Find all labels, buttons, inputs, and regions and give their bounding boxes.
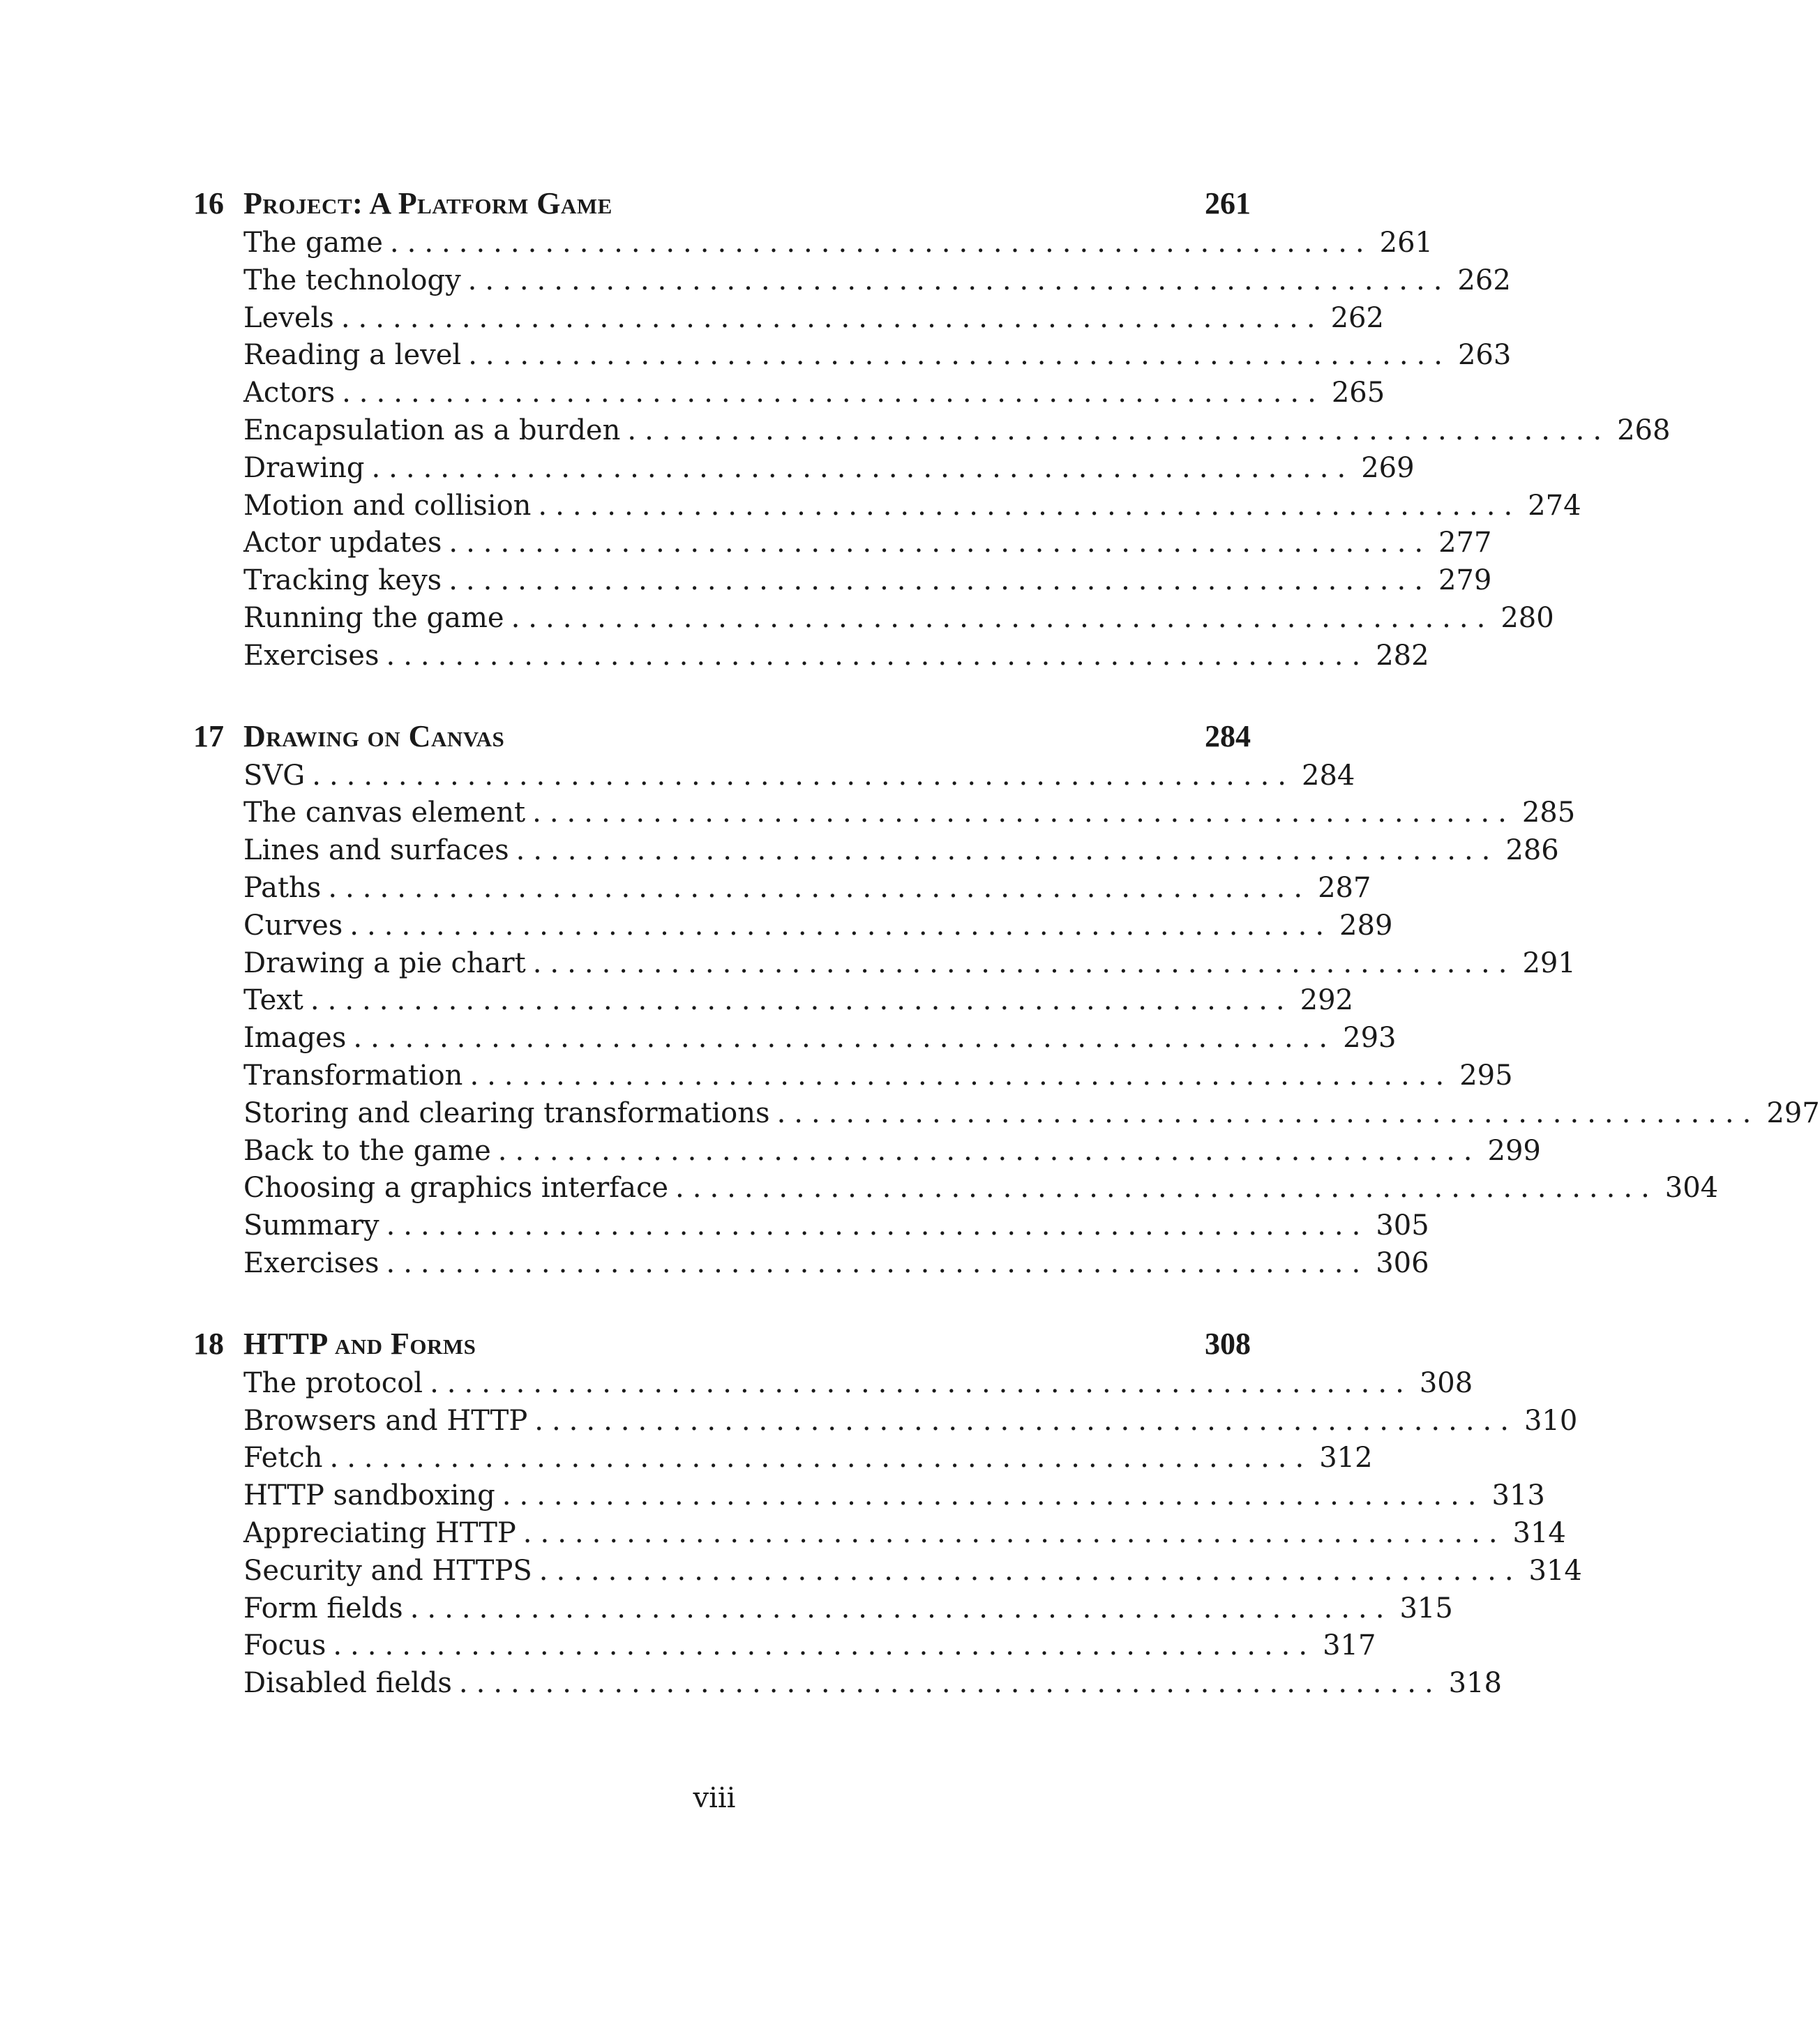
leader-dots: ......................................................... <box>627 414 1611 446</box>
toc-entry[interactable] <box>243 1020 1397 1057</box>
toc-entry[interactable] <box>243 1170 1719 1207</box>
entry-page-number: 305 <box>1376 1209 1429 1242</box>
page-number-footer: viii <box>693 1782 736 1814</box>
entry-title: Text <box>243 984 303 1017</box>
leader-dots: ......................................................... <box>371 451 1355 484</box>
leader-dots: ......................................................... <box>675 1172 1658 1205</box>
entry-page-number: 312 <box>1319 1442 1373 1475</box>
entry-page-number: 291 <box>1522 947 1576 979</box>
entry-title: Storing and clearing transformations <box>243 1096 770 1129</box>
entry-title: The game <box>243 227 383 259</box>
toc-entry[interactable] <box>243 870 1371 907</box>
entry-page-number: 308 <box>1419 1366 1473 1399</box>
entry-title: The canvas element <box>243 797 526 829</box>
toc-entry[interactable] <box>243 562 1492 600</box>
entry-page-number: 262 <box>1457 264 1511 296</box>
entry-title: Images <box>243 1022 347 1055</box>
leader-dots: ......................................................... <box>468 339 1451 372</box>
entry-title: Choosing a graphics interface <box>243 1172 669 1205</box>
toc-entry[interactable] <box>243 1403 1578 1440</box>
table-of-contents <box>193 183 1820 1743</box>
entry-page-number: 287 <box>1318 871 1371 904</box>
entry-title: Reading a level <box>243 339 462 372</box>
leader-dots: ......................................................... <box>333 1629 1316 1662</box>
entry-title: Summary <box>243 1209 379 1242</box>
entry-page-number: 265 <box>1331 377 1385 409</box>
leader-dots: ......................................................... <box>534 1404 1517 1437</box>
leader-dots: ......................................................... <box>386 1246 1369 1279</box>
entry-page-number: 306 <box>1376 1246 1429 1279</box>
toc-entry[interactable] <box>243 375 1385 412</box>
chapter-title: HTTP and Forms <box>243 1326 476 1361</box>
toc-entry[interactable] <box>243 1590 1453 1628</box>
leader-dots: ......................................................... <box>342 377 1325 409</box>
chapter-heading[interactable] <box>193 1323 1251 1365</box>
toc-entry[interactable] <box>243 794 1576 832</box>
chapter-number: 17 <box>193 718 224 753</box>
entry-title: Back to the game <box>243 1134 491 1167</box>
toc-entry[interactable] <box>243 1207 1429 1245</box>
entry-title: Curves <box>243 909 343 942</box>
leader-dots: ......................................................... <box>386 639 1369 672</box>
entry-title: Lines and surfaces <box>243 834 509 867</box>
leader-dots: ......................................................... <box>469 1059 1453 1092</box>
entry-title: Actors <box>243 377 336 409</box>
toc-entry[interactable] <box>243 1440 1373 1477</box>
entry-title: Drawing a pie chart <box>243 947 526 979</box>
leader-dots: ......................................................... <box>409 1592 1393 1625</box>
toc-entry[interactable] <box>243 832 1559 870</box>
toc-entry[interactable] <box>243 1365 1473 1403</box>
chapter-heading[interactable] <box>193 183 1251 225</box>
entry-page-number: 280 <box>1501 601 1554 634</box>
chapter-17 <box>193 716 1820 1283</box>
entry-page-number: 285 <box>1521 797 1576 829</box>
leader-dots: ......................................................... <box>532 797 1515 829</box>
toc-entry[interactable] <box>243 525 1492 562</box>
toc-entry[interactable] <box>243 1627 1376 1665</box>
entry-page-number: 263 <box>1457 339 1512 372</box>
entry-page-number: 295 <box>1459 1059 1513 1092</box>
toc-entry[interactable] <box>243 1665 1503 1703</box>
entry-page-number: 269 <box>1361 451 1415 484</box>
entry-title: Actor updates <box>243 527 442 559</box>
chapter-16 <box>193 183 1671 675</box>
leader-dots: ......................................................... <box>449 527 1432 559</box>
leader-dots: ......................................................... <box>340 301 1324 334</box>
entry-title: Disabled fields <box>243 1667 452 1700</box>
leader-dots: ......................................................... <box>353 1022 1337 1055</box>
toc-entry[interactable] <box>243 337 1512 375</box>
entry-page-number: 282 <box>1376 639 1429 672</box>
leader-dots: ......................................................... <box>386 1209 1369 1242</box>
leader-dots: ......................................................... <box>349 909 1333 942</box>
leader-dots: ......................................................... <box>776 1096 1760 1129</box>
entry-page-number: 318 <box>1448 1667 1503 1700</box>
leader-dots: ......................................................... <box>502 1479 1485 1512</box>
chapter-number: 18 <box>193 1326 224 1361</box>
entry-title: Browsers and HTTP <box>243 1404 528 1437</box>
toc-entry[interactable] <box>243 300 1384 338</box>
chapter-title: Drawing on Canvas <box>243 718 505 753</box>
entry-page-number: 297 <box>1766 1096 1820 1129</box>
toc-entry[interactable] <box>243 1133 1541 1170</box>
entry-title: Exercises <box>243 639 379 672</box>
entry-title: Encapsulation as a burden <box>243 414 621 446</box>
toc-entry[interactable] <box>243 600 1554 638</box>
entry-title: Levels <box>243 301 334 334</box>
toc-entry[interactable] <box>243 488 1581 525</box>
entry-page-number: 289 <box>1339 909 1393 942</box>
entry-title: HTTP sandboxing <box>243 1479 495 1512</box>
entry-title: Exercises <box>243 1246 379 1279</box>
toc-entry[interactable] <box>243 982 1353 1020</box>
entry-page-number: 299 <box>1487 1134 1541 1167</box>
toc-entry[interactable] <box>243 412 1671 450</box>
chapter-heading[interactable] <box>193 716 1251 758</box>
entry-title: Motion and collision <box>243 489 532 522</box>
entry-title: Drawing <box>243 451 365 484</box>
entry-title: Focus <box>243 1629 326 1662</box>
entry-page-number: 268 <box>1617 414 1671 446</box>
entry-page-number: 274 <box>1528 489 1581 522</box>
chapter-18 <box>193 1323 1582 1703</box>
leader-dots: ......................................................... <box>522 1516 1506 1549</box>
toc-entry[interactable] <box>243 1515 1566 1553</box>
leader-dots: ......................................................... <box>312 759 1295 792</box>
entry-page-number: 317 <box>1323 1629 1376 1662</box>
chapter-number: 16 <box>193 186 224 220</box>
entry-title: Fetch <box>243 1442 323 1475</box>
leader-dots: ......................................................... <box>328 871 1311 904</box>
chapter-page-number: 284 <box>1205 718 1251 753</box>
toc-entry[interactable] <box>243 225 1433 262</box>
toc-entry[interactable] <box>243 1057 1513 1095</box>
toc-entry[interactable] <box>243 1553 1582 1590</box>
entry-title: The protocol <box>243 1366 423 1399</box>
leader-dots: ......................................................... <box>449 564 1431 597</box>
toc-entry[interactable] <box>243 450 1415 488</box>
chapter-page-number: 308 <box>1205 1326 1251 1361</box>
leader-dots: ......................................................... <box>532 947 1516 979</box>
toc-entry[interactable] <box>243 1095 1820 1133</box>
entry-title: Security and HTTPS <box>243 1554 532 1587</box>
entry-page-number: 314 <box>1528 1554 1582 1587</box>
entry-title: Transformation <box>243 1059 463 1092</box>
entry-page-number: 313 <box>1491 1479 1545 1512</box>
entry-page-number: 261 <box>1379 227 1433 259</box>
entry-page-number: 315 <box>1399 1592 1453 1625</box>
leader-dots: ......................................................... <box>539 1554 1522 1587</box>
entry-page-number: 310 <box>1524 1404 1578 1437</box>
leader-dots: ......................................................... <box>329 1442 1313 1475</box>
leader-dots: ......................................................... <box>538 489 1521 522</box>
leader-dots: ......................................................... <box>497 1134 1481 1167</box>
entry-page-number: 279 <box>1438 564 1492 597</box>
toc-entry[interactable] <box>243 1477 1545 1515</box>
entry-page-number: 284 <box>1302 759 1355 792</box>
leader-dots: ......................................................... <box>516 834 1499 867</box>
entry-page-number: 314 <box>1512 1516 1566 1549</box>
leader-dots: ......................................................... <box>458 1667 1442 1700</box>
entry-title: Form fields <box>243 1592 403 1625</box>
leader-dots: ......................................................... <box>389 227 1373 259</box>
entry-title: Paths <box>243 871 322 904</box>
chapter-title: Project: A Platform Game <box>243 186 612 220</box>
chapter-page-number: 261 <box>1205 186 1251 220</box>
entry-page-number: 293 <box>1343 1022 1397 1055</box>
entry-title: Running the game <box>243 601 504 634</box>
entry-title: SVG <box>243 759 306 792</box>
toc-entry[interactable] <box>243 758 1355 795</box>
leader-dots: ......................................................... <box>310 984 1293 1017</box>
leader-dots: ......................................................... <box>467 264 1451 296</box>
toc-entry[interactable] <box>243 945 1576 983</box>
entry-page-number: 292 <box>1300 984 1353 1017</box>
toc-entry[interactable] <box>243 262 1511 300</box>
entry-page-number: 277 <box>1438 527 1492 559</box>
entry-title: Appreciating HTTP <box>243 1516 516 1549</box>
entry-title: Tracking keys <box>243 564 442 597</box>
toc-entry[interactable] <box>243 907 1393 945</box>
entry-title: The technology <box>243 264 461 296</box>
toc-entry[interactable] <box>243 638 1429 675</box>
entry-page-number: 262 <box>1330 301 1384 334</box>
leader-dots: ......................................................... <box>511 601 1494 634</box>
entry-page-number: 286 <box>1505 834 1559 867</box>
toc-entry[interactable] <box>243 1245 1429 1283</box>
entry-page-number: 304 <box>1664 1172 1719 1205</box>
leader-dots: ......................................................... <box>430 1366 1413 1399</box>
